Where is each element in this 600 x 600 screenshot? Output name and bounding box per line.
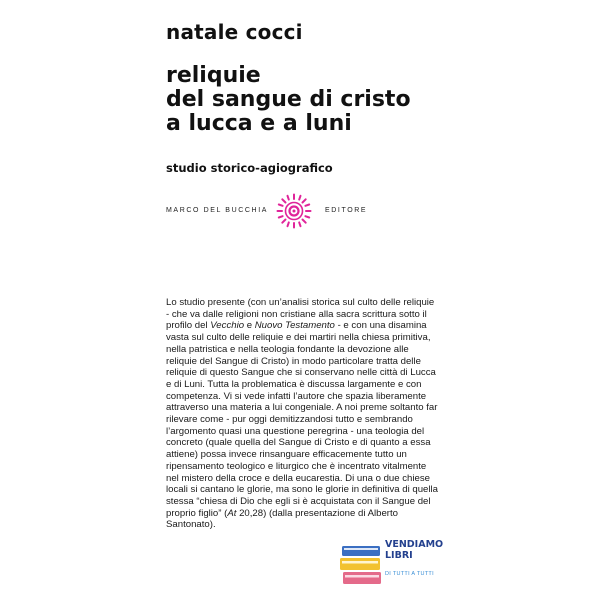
blurb-italic-nuovo-testamento: Nuovo Testamento — [254, 320, 335, 332]
title-line-3: a lucca e a luni — [166, 111, 352, 136]
book-title — [166, 64, 411, 136]
blurb-text-3: 20,28) (dalla presentazione di Alberto Santonato). — [166, 507, 399, 531]
publisher-suffix: EDITORE — [325, 207, 368, 214]
blurb-italic-vecchio: Vecchio — [210, 320, 245, 332]
blurb-italic-at: At — [227, 507, 237, 519]
badge-tagline: DI TUTTI A TUTTI — [385, 571, 434, 577]
publisher-line — [166, 193, 432, 229]
blurb-text-and: e — [244, 320, 255, 332]
title-line-2: del sangue di cristo — [166, 87, 411, 112]
stacked-books-icon — [340, 540, 384, 590]
vendiamo-libri-badge — [340, 539, 444, 590]
blurb-text-1: Lo studio presente (con un’analisi storica sul culto delle reliquie - che va dalle religioni non cristiane alla sacra scrittura sotto il profilo del — [166, 297, 435, 332]
publisher-name: MARCO DEL BUCCHIA — [166, 207, 269, 214]
back-cover-blurb — [166, 297, 438, 531]
blurb-text-2: - e con una disamina vasta sul culto delle reliquie e dei martiri nella chiesa primitiva, nella patristica e nella teologia fondante la devozione alle reliquie del Sangue di Cristo) in modo particolare tratta delle reliquie di questo Sangue che si conservano nelle città di Lucca e di Luni. Tutta la problematica è discussa largamente e con competenza. Vi si vede infatti l’autore che spazia liberamente attraverso una materia a lui congeniale. A noi preme soltanto far rilevare come - pur oggi demitizzandosi tutto e sembrando l’argomento quasi una questione peregrina - una teologia del concreto (quale quella del Sangue di Cristo e di quanto a essa attiene) possa invece rinsanguare efficacemente tutto un ripensamento teologico e liturgico che è incentrato vitalmente nel mistero della croce e della eucarestia. Di una o due chiese locali si cantano le glorie, ma sono le glorie in definitiva di quella stessa “chiesa di Dio che egli si è acquistata con il Sangue del proprio figlio” ( — [166, 320, 438, 519]
sun-spiral-logo-icon — [276, 193, 312, 229]
book-subtitle: studio storico-agiografico — [166, 161, 333, 175]
badge-line-2: LIBRI — [385, 550, 413, 561]
title-line-1: reliquie — [166, 63, 261, 88]
badge-line-1: VENDIAMO — [385, 539, 444, 550]
author-name: natale cocci — [166, 20, 303, 44]
